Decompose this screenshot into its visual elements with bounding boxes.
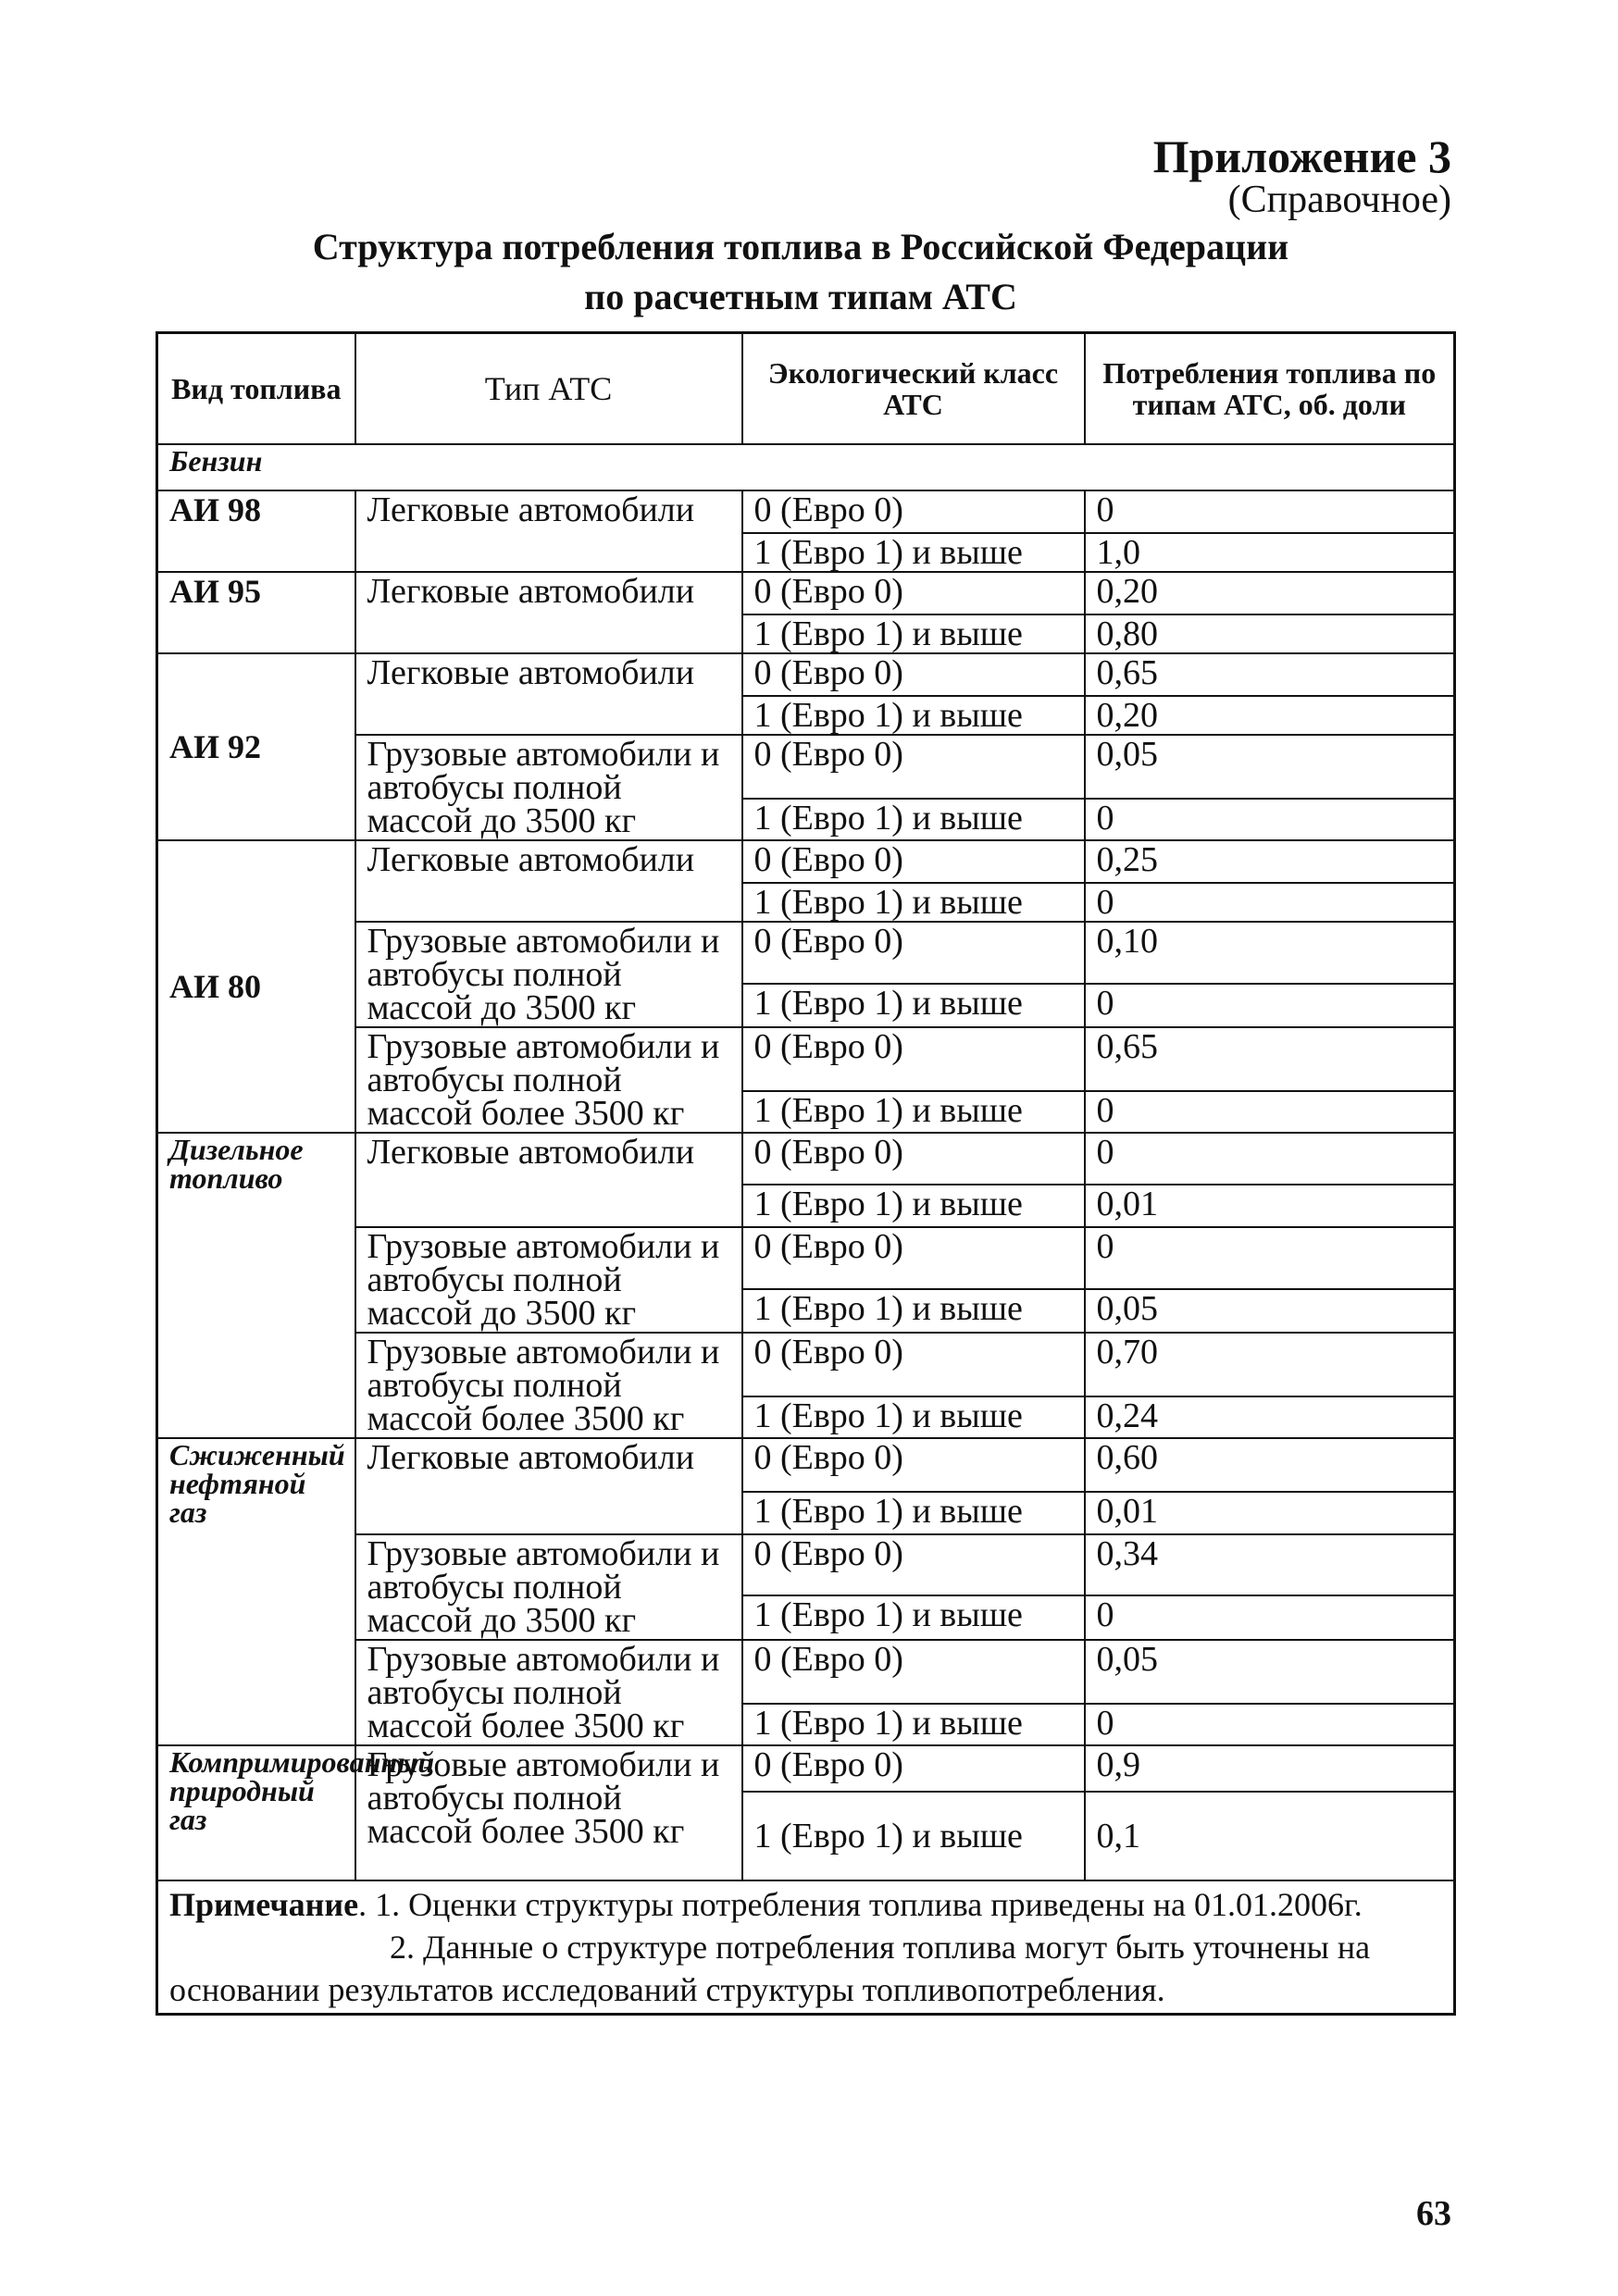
vehicle-cars: Легковые автомобили: [355, 572, 742, 653]
table-row: [157, 572, 1455, 614]
brand-ai92: АИ 92: [157, 653, 355, 840]
eco-class-euro0: 0 (Евро 0): [742, 922, 1085, 984]
consumption-value: 0,24: [1085, 1396, 1455, 1438]
group-row-petrol: [157, 444, 1455, 490]
eco-class-euro0: 0 (Евро 0): [742, 1745, 1085, 1792]
eco-class-euro1: 1 (Евро 1) и выше: [742, 1396, 1085, 1438]
document-title-line-1: Структура потребления топлива в Российской Федерации: [312, 226, 1289, 267]
consumption-value: 0,65: [1085, 653, 1455, 696]
header-consumption: Потребления топлива по типам АТС, об. доли: [1085, 333, 1455, 445]
eco-class-euro1: 1 (Евро 1) и выше: [742, 1492, 1085, 1534]
eco-class-euro0: 0 (Евро 0): [742, 1227, 1085, 1289]
note-label: Примечание: [169, 1886, 359, 1923]
consumption-value: 0,10: [1085, 922, 1455, 984]
consumption-value: 1,0: [1085, 533, 1455, 572]
consumption-value: 0,65: [1085, 1027, 1455, 1091]
eco-class-euro0: 0 (Евро 0): [742, 1027, 1085, 1091]
document-title: [305, 222, 1296, 322]
eco-class-euro1: 1 (Евро 1) и выше: [742, 1289, 1085, 1333]
consumption-value: 0,01: [1085, 1185, 1455, 1227]
note-line-2: 2. Данные о структуре потребления топлива могут быть уточнены на: [390, 1929, 1371, 1966]
eco-class-euro0: 0 (Евро 0): [742, 490, 1085, 533]
vehicle-trucks-light: Грузовые автомобили и автобусы полной массой до 3500 кг: [355, 1534, 742, 1640]
brand-ai80: АИ 80: [157, 840, 355, 1133]
group-label-diesel: Дизельное топливо: [157, 1133, 355, 1438]
consumption-value: 0,01: [1085, 1492, 1455, 1534]
note-line-1: . 1. Оценки структуры потребления топлива приведены на 01.01.2006г.: [358, 1886, 1363, 1923]
table-row: [157, 840, 1455, 883]
vehicle-cars: Легковые автомобили: [355, 1438, 742, 1534]
consumption-value: 0,60: [1085, 1438, 1455, 1492]
table-row: [157, 653, 1455, 696]
vehicle-cars: Легковые автомобили: [355, 840, 742, 922]
eco-class-euro0: 0 (Евро 0): [742, 1640, 1085, 1704]
consumption-value: 0,25: [1085, 840, 1455, 883]
consumption-value: 0: [1085, 799, 1455, 840]
eco-class-euro0: 0 (Евро 0): [742, 1333, 1085, 1396]
eco-class-euro0: 0 (Евро 0): [742, 572, 1085, 614]
appendix-reference-note: (Справочное): [1227, 179, 1451, 221]
consumption-value: 0,05: [1085, 1640, 1455, 1704]
eco-class-euro0: 0 (Евро 0): [742, 735, 1085, 799]
vehicle-trucks-light: Грузовые автомобили и автобусы полной массой до 3500 кг: [355, 922, 742, 1027]
eco-class-euro1: 1 (Евро 1) и выше: [742, 1704, 1085, 1745]
header-fuel-type: Вид топлива: [157, 333, 355, 445]
vehicle-trucks-heavy: Грузовые автомобили и автобусы полной массой более 3500 кг: [355, 1027, 742, 1133]
eco-class-euro1: 1 (Евро 1) и выше: [742, 614, 1085, 653]
page-number: 63: [1416, 2194, 1451, 2233]
table-row: [157, 1438, 1455, 1492]
table-header-row: [157, 333, 1455, 445]
appendix-title: Приложение 3: [1152, 130, 1451, 182]
consumption-value: 0,20: [1085, 696, 1455, 735]
eco-class-euro1: 1 (Евро 1) и выше: [742, 1185, 1085, 1227]
eco-class-euro1: 1 (Евро 1) и выше: [742, 799, 1085, 840]
eco-class-euro0: 0 (Евро 0): [742, 1438, 1085, 1492]
consumption-value: 0,05: [1085, 735, 1455, 799]
note-line-3: основании результатов исследований структуры топливопотребления.: [169, 1971, 1165, 2008]
table-row: [157, 490, 1455, 533]
vehicle-trucks-light: Грузовые автомобили и автобусы полной массой до 3500 кг: [355, 1227, 742, 1333]
eco-class-euro1: 1 (Евро 1) и выше: [742, 696, 1085, 735]
vehicle-cars: Легковые автомобили: [355, 490, 742, 572]
consumption-value: 0: [1085, 1133, 1455, 1185]
consumption-value: 0,34: [1085, 1534, 1455, 1595]
vehicle-trucks-heavy: Грузовые автомобили и автобусы полной массой более 3500 кг: [355, 1745, 742, 1880]
eco-class-euro0: 0 (Евро 0): [742, 840, 1085, 883]
group-label-petrol: Бензин: [157, 444, 1455, 490]
eco-class-euro0: 0 (Евро 0): [742, 653, 1085, 696]
consumption-value: 0,9: [1085, 1745, 1455, 1792]
eco-class-euro1: 1 (Евро 1) и выше: [742, 883, 1085, 922]
table-note: [157, 1880, 1455, 2015]
eco-class-euro1: 1 (Евро 1) и выше: [742, 984, 1085, 1027]
vehicle-trucks-heavy: Грузовые автомобили и автобусы полной массой более 3500 кг: [355, 1640, 742, 1745]
consumption-value: 0,70: [1085, 1333, 1455, 1396]
header-eco-class: Экологический класс АТС: [742, 333, 1085, 445]
fuel-consumption-table: [156, 331, 1456, 2016]
consumption-value: 0,05: [1085, 1289, 1455, 1333]
consumption-value: 0: [1085, 984, 1455, 1027]
vehicle-cars: Легковые автомобили: [355, 1133, 742, 1227]
consumption-value: 0: [1085, 1595, 1455, 1640]
consumption-value: 0: [1085, 1091, 1455, 1133]
eco-class-euro1: 1 (Евро 1) и выше: [742, 1091, 1085, 1133]
table-row: [157, 1745, 1455, 1792]
header-vehicle-type: Тип АТС: [355, 333, 742, 445]
note-row: [157, 1880, 1455, 2015]
eco-class-euro0: 0 (Евро 0): [742, 1534, 1085, 1595]
group-label-cng: Компримированный природный газ: [157, 1745, 355, 1880]
consumption-value: 0: [1085, 490, 1455, 533]
eco-class-euro1: 1 (Евро 1) и выше: [742, 1595, 1085, 1640]
consumption-value: 0: [1085, 1704, 1455, 1745]
brand-ai98: АИ 98: [157, 490, 355, 572]
eco-class-euro1: 1 (Евро 1) и выше: [742, 1792, 1085, 1880]
consumption-value: 0: [1085, 883, 1455, 922]
eco-class-euro0: 0 (Евро 0): [742, 1133, 1085, 1185]
consumption-value: 0,20: [1085, 572, 1455, 614]
consumption-value: 0: [1085, 1227, 1455, 1289]
consumption-value: 0,80: [1085, 614, 1455, 653]
vehicle-trucks-heavy: Грузовые автомобили и автобусы полной массой более 3500 кг: [355, 1333, 742, 1438]
brand-ai95: АИ 95: [157, 572, 355, 653]
table-row: [157, 1133, 1455, 1185]
consumption-value: 0,1: [1085, 1792, 1455, 1880]
vehicle-cars: Легковые автомобили: [355, 653, 742, 735]
eco-class-euro1: 1 (Евро 1) и выше: [742, 533, 1085, 572]
group-label-lpg: Сжиженный нефтяной газ: [157, 1438, 355, 1745]
document-title-line-2: по расчетным типам АТС: [584, 276, 1017, 317]
vehicle-trucks-light: Грузовые автомобили и автобусы полной массой до 3500 кг: [355, 735, 742, 840]
